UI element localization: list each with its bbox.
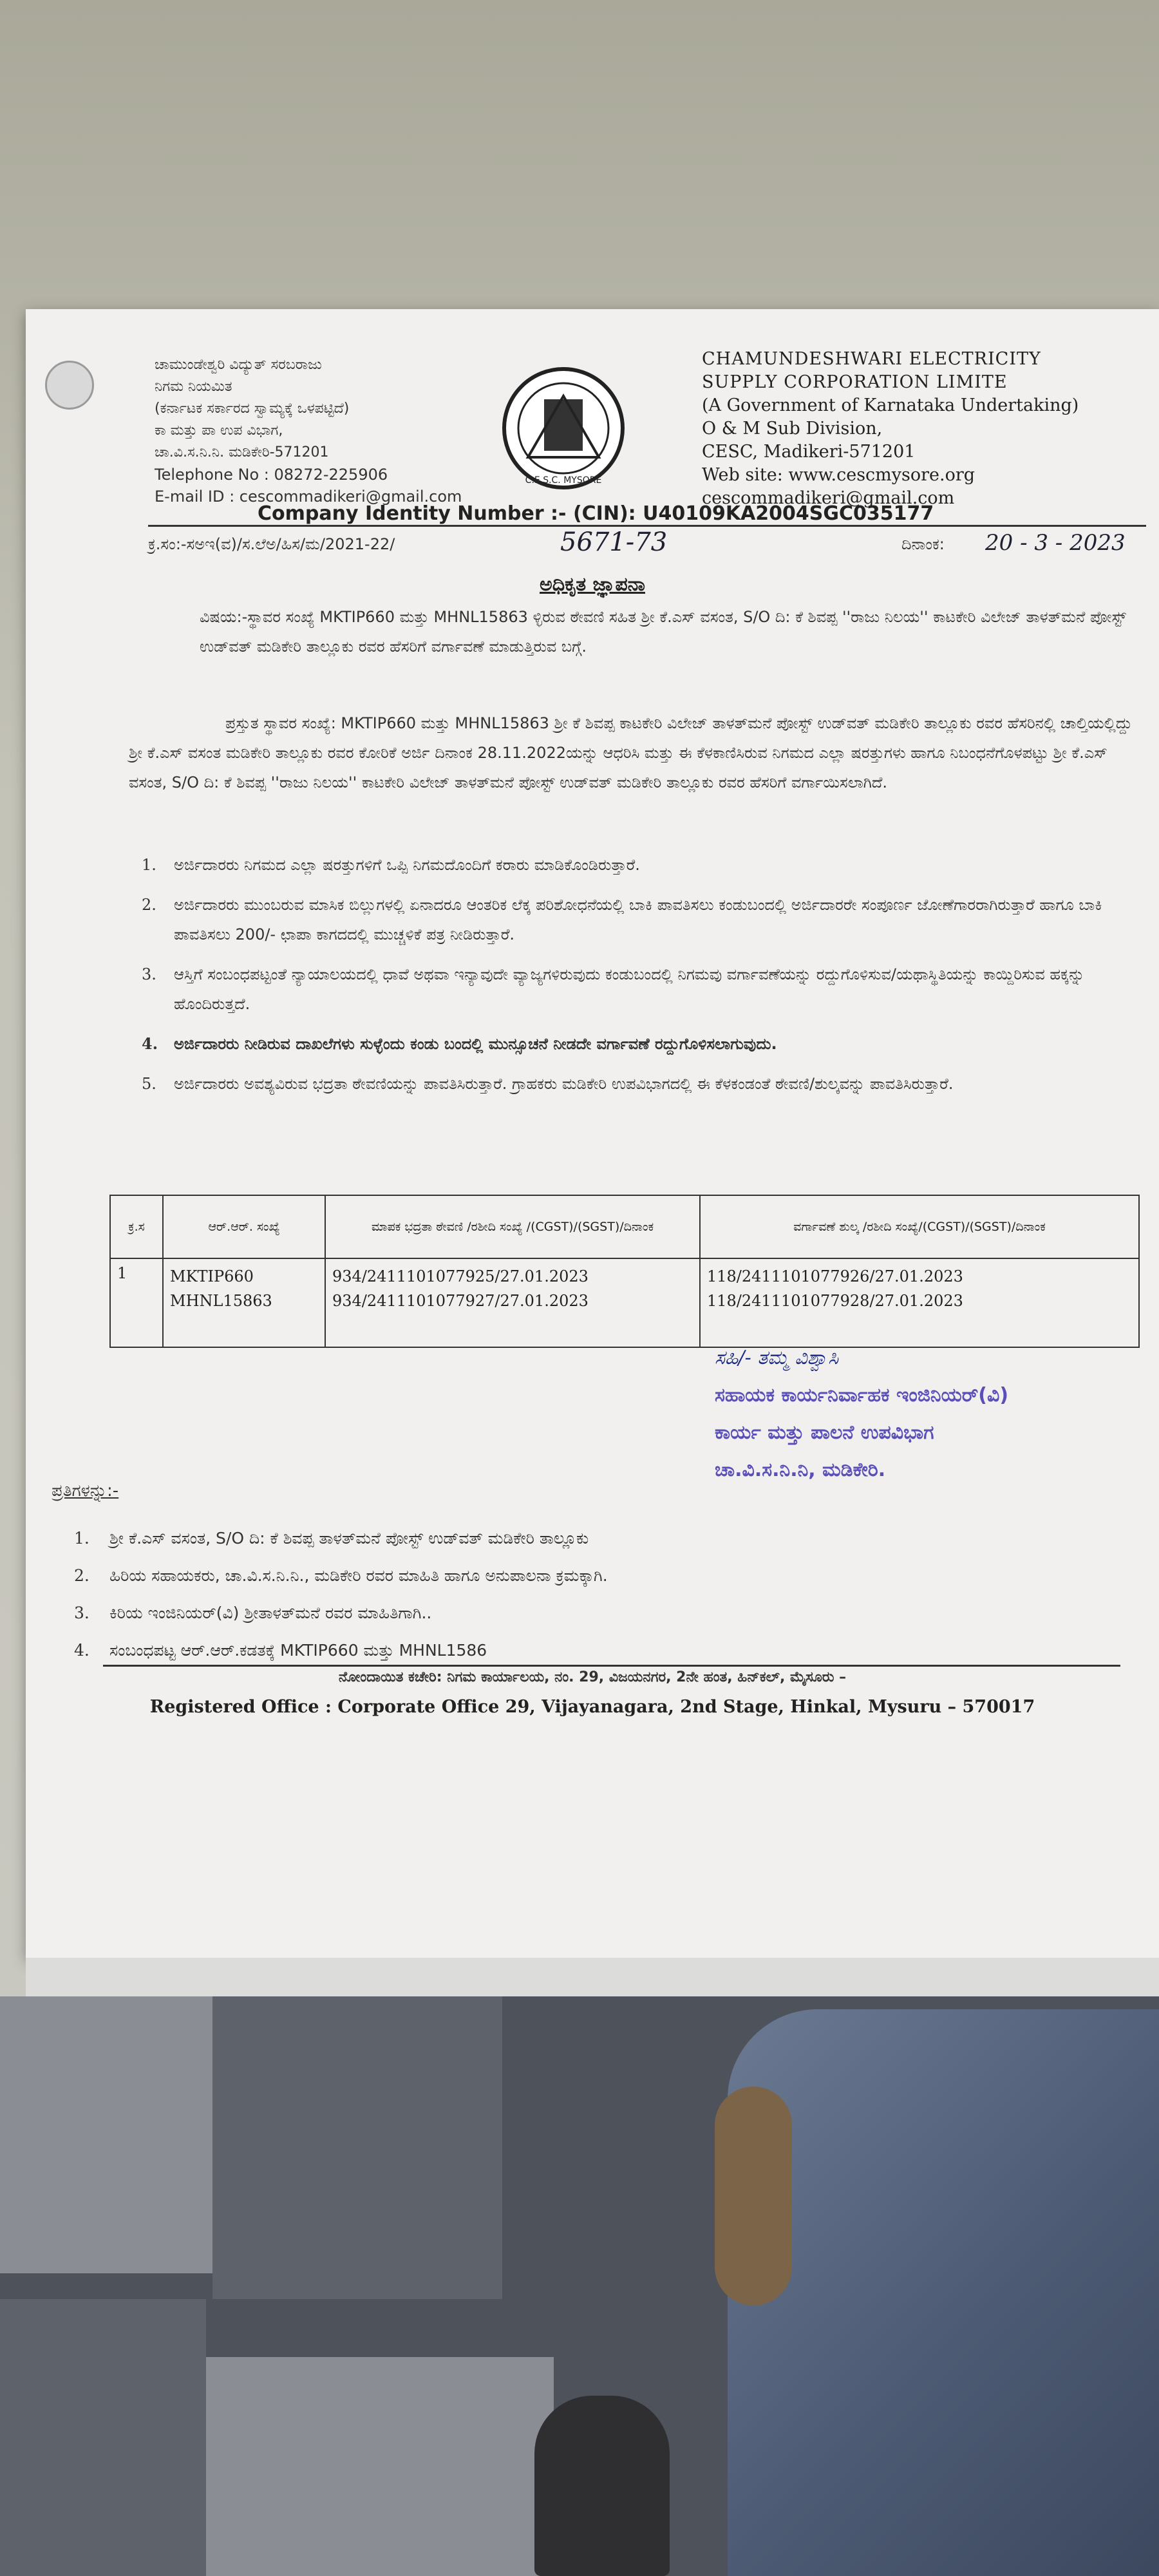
company-line: SUPPLY CORPORATION LIMITE	[702, 372, 1008, 392]
floor-tile	[206, 2357, 554, 2576]
company-identity-number: Company Identity Number :- (CIN): U40109KA2004SGC035177	[258, 502, 934, 525]
cell-deposit	[325, 1258, 700, 1347]
subject-paragraph: ವಿಷಯ:-ಸ್ಥಾವರ ಸಂಖ್ಯೆ MKTIP660 ಮತ್ತು MHNL15863 ಳ್ಳಿರುವ ಠೇವಣಿ ಸಹಿತ ಶ್ರೀ ಕೆ.ಎಸ್ ವಸಂತ, S/O ದಿ: ಕೆ ಶಿವಪ್ಪ ''ರಾಜು ನಿಲಯ'' ಕಾಟಕೇರಿ ವಿಲೇಜ್ ತಾಳತ್‌ಮನೆ ಪೋಸ್ಟ್ ಉಡ್‌ವತ್ ಮಡಿಕೇರಿ ತಾಲ್ಲೂಕು ರವರ ಹೆಸರಿಗೆ ವರ್ಗಾವಣೆ ಮಾಡುತ್ತಿರುವ ಬಗ್ಗೆ.	[200, 608, 1126, 656]
copy-item: 4. ಸಂಬಂಧಪಟ್ಟ ಆರ್.ಆರ್.ಕಡತಕ್ಕೆ MKTIP660 ಮತ್ತು MHNL1586	[74, 1641, 487, 1660]
footer-kannada: ನೋಂದಾಯಿತ ಕಚೇರಿ: ನಿಗಮ ಕಾರ್ಯಾಲಯ, ನಂ. 29, ವಿಜಯನಗರ, 2ನೇ ಹಂತ, ಹಿನ್‌ಕಲ್, ಮೈಸೂರು –	[338, 1669, 847, 1685]
signature-line: ಸಹಿ/- ತಮ್ಮ ವಿಶ್ವಾಸಿ	[715, 1347, 839, 1369]
signature-stamp	[715, 1340, 1140, 1489]
cesc-logo	[496, 361, 631, 496]
website: Web site: www.cescmysore.org	[702, 465, 975, 485]
condition-item: 5. ಅರ್ಜಿದಾರರು ಅವಶ್ಯವಿರುವ ಭದ್ರತಾ ಠೇವಣಿಯನ್ನು ಪಾವತಿಸಿರುತ್ತಾರೆ. ಗ್ರಾಹಕರು ಮಡಿಕೇರಿ ಉಪವಿಭಾಗದಲ್ಲಿ ಈ ಕೆಳಕಂಡಂತೆ ಠೇವಣಿ/ಶುಲ್ಕವನ್ನು ಪಾವತಿಸಿರುತ್ತಾರೆ.	[142, 1075, 954, 1093]
chair-part	[534, 2396, 670, 2576]
email: E-mail ID : cescommadikeri@gmail.com	[155, 488, 462, 506]
rr-number: MKTIP660	[170, 1267, 254, 1285]
stamp-line: ಚಾ.ವಿ.ಸ.ನಿ.ನಿ, ಮಡಿಕೇರಿ.	[715, 1459, 886, 1481]
copies-title: ಪ್ರತಿಗಳನ್ನು:-	[52, 1481, 119, 1501]
date-handwritten: 20 - 3 - 2023	[985, 530, 1126, 556]
table-header-row	[110, 1195, 1139, 1258]
divider	[148, 525, 1146, 527]
col-header-sn: ಕ್ರ.ಸ	[110, 1195, 163, 1258]
fee-receipt: 118/2411101077926/27.01.2023	[707, 1267, 963, 1285]
reference-label: ಕ್ರ.ಸಂ:-ಸಅಇ(ವ)/ಸ.ಲೆಅ/ಹಿಸ/ಮ/2021-22/	[148, 535, 395, 553]
footer-english: Registered Office : Corporate Office 29, Vijayanagara, 2nd Stage, Hinkal, Mysuru – 570017	[149, 1697, 1035, 1717]
copy-item: 3. ಕಿರಿಯ ಇಂಜಿನಿಯರ್(ವಿ) ಶ್ರೀತಾಳತ್‌ಮನೆ ರವರ ಮಾಹಿತಿಗಾಗಿ..	[74, 1604, 432, 1622]
condition-item: 3. ಆಸ್ತಿಗೆ ಸಂಬಂಧಪಟ್ಟಂತೆ ನ್ಯಾಯಾಲಯದಲ್ಲಿ ಧಾವೆ ಅಥವಾ ಇನ್ಯಾವುದೇ ವ್ಯಾಜ್ಯಗಳಿರುವುದು ಕಂಡುಬಂದಲ್ಲಿ ನಿಗಮವು ವರ್ಗಾವಣೆಯನ್ನು ರದ್ದುಗೊಳಿಸುವ/ಯಥಾಸ್ಥಿತಿಯನ್ನು ಕಾಯ್ದಿರಿಸುವ ಹಕ್ಕನ್ನು ಹೊಂದಿರುತ್ತದೆ.	[142, 965, 1085, 1013]
header-kannada-block	[155, 354, 554, 507]
header-line: ನಿಗಮ ನಿಯಮಿತ	[155, 379, 232, 395]
floor-tile	[0, 2299, 206, 2576]
stamp-line: ಕಾರ್ಯ ಮತ್ತು ಪಾಲನೆ ಉಪವಿಭಾಗ	[715, 1421, 934, 1444]
floor-tile	[0, 1996, 212, 2273]
stamp-line: ಸಹಾಯಕ ಕಾರ್ಯನಿರ್ವಾಹಕ ಇಂಜಿನಿಯರ್(ವಿ)	[715, 1384, 1009, 1406]
condition-item: 2. ಅರ್ಜಿದಾರರು ಮುಂಬರುವ ಮಾಸಿಕ ಬಿಲ್ಲುಗಳಲ್ಲಿ ಏನಾದರೂ ಆಂತರಿಕ ಲೆಕ್ಕ ಪರಿಶೋಧನೆಯಲ್ಲಿ ಬಾಕಿ ಪಾವತಿಸಲು ಕಂಡುಬಂದಲ್ಲಿ ಅರ್ಜಿದಾರರೇ ಸಂಪೂರ್ಣ ಜೋಣೆಗಾರರಾಗಿರುತ್ತಾರೆ ಹಾಗೂ ಬಾಕಿ ಪಾವತಿಸಲು 200/- ಛಾಪಾ ಕಾಗದದಲ್ಲಿ ಮುಚ್ಚಳಿಕೆ ಪತ್ರ ನೀಡಿರುತ್ತಾರೆ.	[142, 896, 1102, 943]
memo-title: ಅಧಿಕೃತ ಜ್ಞಾಪನಾ	[540, 573, 645, 596]
cell-sn: 1	[110, 1258, 163, 1347]
condition-item: 4. ಅರ್ಜಿದಾರರು ನೀಡಿರುವ ದಾಖಲೆಗಳು ಸುಳ್ಳೆಂದು ಕಂಡು ಬಂದಲ್ಲಿ ಮುನ್ಸೂಚನೆ ನೀಡದೇ ವರ್ಗಾವಣೆ ರದ್ದುಗೊಳಿಸಲಾಗುವುದು.	[142, 1034, 777, 1053]
cell-fee	[700, 1258, 1139, 1347]
col-header-rr: ಆರ್.ಆರ್. ಸಂಖ್ಯೆ	[163, 1195, 325, 1258]
divider	[103, 1665, 1120, 1667]
table-row	[110, 1258, 1139, 1347]
payment-table	[109, 1195, 1140, 1348]
reference-row	[148, 527, 1146, 564]
header-line: ಚಾಮುಂಡೇಶ್ವರಿ ವಿದ್ಯುತ್ ಸರಬರಾಜು	[155, 357, 322, 373]
company-email: cescommadikeri@gmail.com	[702, 488, 955, 508]
floor-tile	[212, 1996, 502, 2299]
condition-item: 1. ಅರ್ಜಿದಾರರು ನಿಗಮದ ಎಲ್ಲಾ ಷರತ್ತುಗಳಿಗೆ ಒಪ್ಪಿ ನಿಗಮದೊಂದಿಗೆ ಕರಾರು ಮಾಡಿಕೊಂಡಿರುತ್ತಾರೆ.	[142, 856, 640, 874]
copies-list	[52, 1520, 1082, 1669]
header-line: ಕಾ ಮತ್ತು ಪಾ ಉಪ ವಿಭಾಗ,	[155, 422, 283, 439]
col-header-deposit: ಮಾಪಕ ಭದ್ರತಾ ಠೇವಣಿ /ರಶೀದಿ ಸಂಖ್ಯೆ /(CGST)/(SGST)/ದಿನಾಂಕ	[325, 1195, 700, 1258]
conditions-list	[129, 850, 1133, 1109]
date-label: ದಿನಾಂಕ:	[901, 535, 945, 553]
letter-paper	[26, 309, 1159, 1958]
copy-item: 2. ಹಿರಿಯ ಸಹಾಯಕರು, ಚಾ.ವಿ.ಸ.ನಿ.ನಿ., ಮಡಿಕೇರಿ ರವರ ಮಾಹಿತಿ ಹಾಗೂ ಅನುಪಾಲನಾ ಕ್ರಮಕ್ಕಾಗಿ.	[74, 1566, 608, 1585]
rr-number: MHNL15863	[170, 1292, 272, 1310]
reference-number-handwritten: 5671-73	[560, 527, 668, 557]
body-paragraph: ಪ್ರಸ್ತುತ ಸ್ಥಾವರ ಸಂಖ್ಯೆ: MKTIP660 ಮತ್ತು MHNL15863 ಶ್ರೀ ಕೆ ಶಿವಪ್ಪ ಕಾಟಕೇರಿ ವಿಲೇಜ್ ತಾಳತ್‌ಮನೆ ಪೋಸ್ಟ್ ಉಡ್‌ವತ್ ಮಡಿಕೇರಿ ತಾಲ್ಲೂಕು ರವರ ಹೆಸರಿನಲ್ಲಿ ಚಾಲ್ತಿಯಲ್ಲಿದ್ದು ಶ್ರೀ ಕೆ.ಎಸ್ ವಸಂತ ಮಡಿಕೇರಿ ತಾಲ್ಲೂಕು ರವರ ಕೋರಿಕೆ ಅರ್ಜಿ ದಿನಾಂಕ 28.11.2022ಯನ್ನು ಆಧರಿಸಿ ಮತ್ತು ಈ ಕೆಳಕಾಣಿಸಿರುವ ನಿಗಮದ ಎಲ್ಲಾ ಷರತ್ತುಗಳು ಹಾಗೂ ನಿಬಂಧನೆಗೊಳಪಟ್ಟು ಶ್ರೀ ಕೆ.ಎಸ್ ವಸಂತ, S/O ದಿ: ಕೆ ಶಿವಪ್ಪ ''ರಾಜು ನಿಲಯ'' ಕಾಟಕೇರಿ ವಿಲೇಜ್ ತಾಳತ್‌ಮನೆ ಪೋಸ್ಟ್ ಉಡ್‌ವತ್ ಮಡಿಕೇರಿ ತಾಲ್ಲೂಕು ರವರ ಹೆಸರಿಗೆ ವರ್ಗಾಯಿಸಲಾಗಿದೆ.	[129, 714, 1133, 791]
company-line: (A Government of Karnataka Undertaking)	[702, 395, 1079, 415]
shoe	[715, 2087, 792, 2306]
col-header-fee: ವರ್ಗಾವಣೆ ಶುಲ್ಕ /ರಶೀದಿ ಸಂಖ್ಯೆ/(CGST)/(SGST)/ದಿನಾಂಕ	[700, 1195, 1139, 1258]
company-line: CESC, Madikeri-571201	[702, 442, 916, 462]
header-line: (ಕರ್ನಾಟಕ ಸರ್ಕಾರದ ಸ್ವಾಮ್ಯಕ್ಕೆ ಒಳಪಟ್ಟಿದೆ)	[155, 401, 350, 417]
copy-item: 1. ಶ್ರೀ ಕೆ.ಎಸ್ ವಸಂತ, S/O ದಿ: ಕೆ ಶಿವಪ್ಪ ತಾಳತ್‌ಮನೆ ಪೋಸ್ಟ್ ಉಡ್‌ವತ್ ಮಡಿಕೇರಿ ತಾಲ್ಲೂಕು	[74, 1529, 589, 1548]
paper-clip-pin	[45, 361, 94, 410]
fee-receipt: 118/2411101077928/27.01.2023	[707, 1292, 963, 1310]
header-line: ಚಾ.ವಿ.ಸ.ನಿ.ನಿ. ಮಡಿಕೇರಿ-571201	[155, 444, 329, 460]
header-english-block	[702, 348, 1127, 510]
cell-rr	[163, 1258, 325, 1347]
person-leg	[728, 2009, 1159, 2576]
deposit-receipt: 934/2411101077925/27.01.2023	[332, 1267, 589, 1285]
company-line: O & M Sub Division,	[702, 419, 883, 439]
deposit-receipt: 934/2411101077927/27.01.2023	[332, 1292, 589, 1310]
logo-text: C.E.S.C. MYSORE	[525, 475, 602, 486]
company-line: CHAMUNDESHWARI ELECTRICITY	[702, 349, 1041, 369]
telephone: Telephone No : 08272-225906	[155, 466, 388, 484]
